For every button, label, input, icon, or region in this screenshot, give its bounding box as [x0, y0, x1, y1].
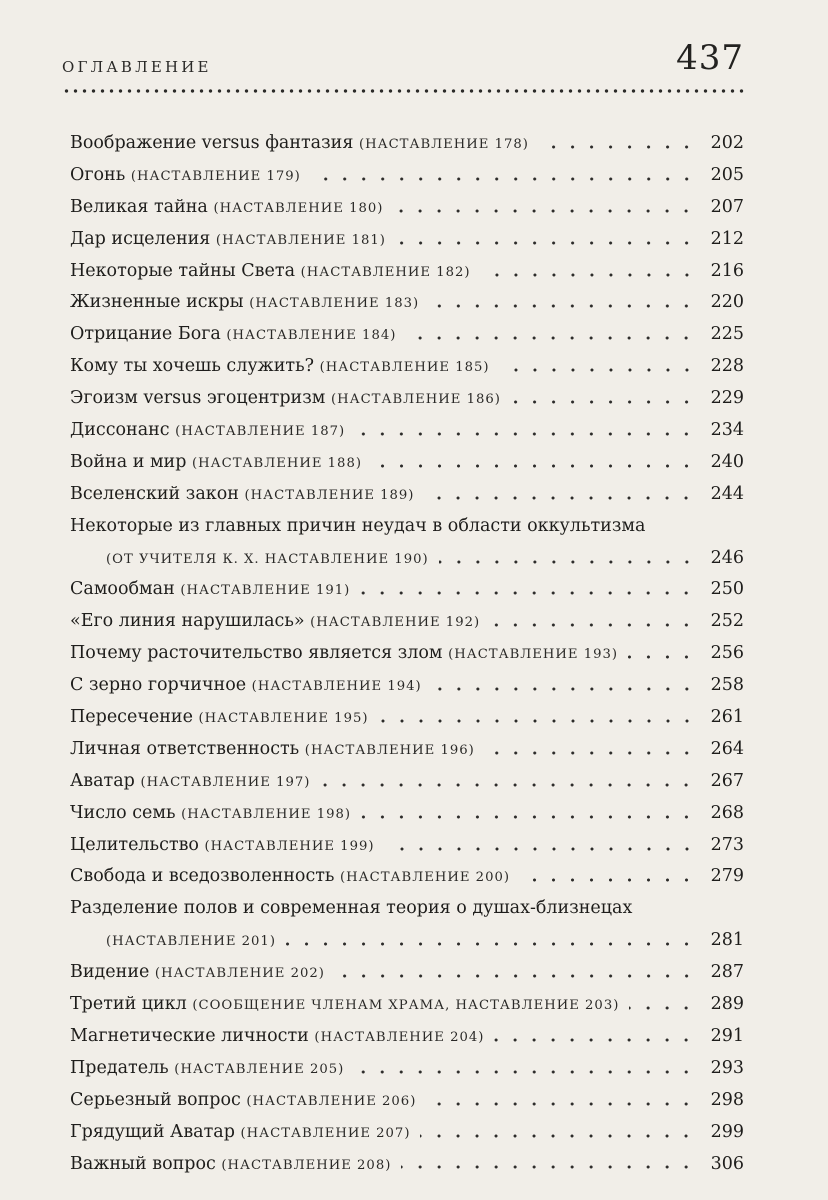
toc-entry-note: (НАСТАВЛЕНИЕ 202): [154, 966, 325, 982]
toc-entry-note: (НАСТАВЛЕНИЕ 186): [330, 392, 501, 408]
toc-entry-title: Некоторые из главных причин неудач в области оккультизма: [70, 515, 646, 536]
toc-entry-note: (НАСТАВЛЕНИЕ 191): [180, 583, 351, 599]
toc-entry-page: 207: [710, 196, 744, 217]
toc-entry-title: Воображение versus фантазия (НАСТАВЛЕНИЕ 178): [70, 133, 529, 153]
toc-entry-title: «Его линия нарушилась» (НАСТАВЛЕНИЕ 192): [70, 611, 481, 632]
dot-leader: [286, 941, 696, 947]
toc-entry-title: Число семь (НАСТАВЛЕНИЕ 198): [70, 802, 352, 823]
toc-entry-page: 268: [710, 802, 744, 823]
toc-entry-note: (НАСТАВЛЕНИЕ 187): [175, 424, 346, 440]
dot-leader: [520, 877, 696, 883]
toc-entry-note: (НАСТАВЛЕНИЕ 179): [130, 168, 301, 184]
toc-entry-page: 220: [710, 292, 744, 313]
dot-leader: [311, 176, 696, 182]
dot-leader: [379, 718, 697, 724]
toc-entry: [70, 192, 744, 224]
dot-leader: [429, 303, 696, 309]
toc-entry-title: Целительство (НАСТАВЛЕНИЕ 199): [70, 834, 375, 855]
toc-entry-note: (НАСТАВЛЕНИЕ 204): [314, 1029, 485, 1045]
toc-entry-title: Аватар (НАСТАВЛЕНИЕ 197): [70, 770, 311, 791]
toc-entry: [70, 606, 744, 638]
toc-entry: [70, 670, 744, 702]
toc-entry: [70, 351, 744, 383]
toc-entry-note: (СООБЩЕНИЕ ЧЛЕНАМ ХРАМА, НАСТАВЛЕНИЕ 203): [192, 998, 620, 1014]
toc-entry-note: (НАСТАВЛЕНИЕ 198): [181, 806, 352, 822]
toc-entry-title: Некоторые тайны Света (НАСТАВЛЕНИЕ 182): [70, 260, 471, 281]
toc-entry-page: 298: [710, 1089, 744, 1110]
dot-leader: [494, 1037, 696, 1043]
toc-entry-note: (НАСТАВЛЕНИЕ 196): [304, 742, 475, 758]
toc-entry-page: 306: [710, 1153, 744, 1174]
toc-entry-note: (НАСТАВЛЕНИЕ 183): [249, 296, 420, 312]
dot-leader: [355, 431, 696, 437]
dot-leader: [335, 973, 696, 979]
toc-entry: [70, 798, 744, 830]
dot-leader: [372, 463, 696, 469]
toc-entry-page: 256: [710, 643, 744, 664]
toc-entry-note: (НАСТАВЛЕНИЕ 181): [215, 232, 386, 248]
toc-entry: [70, 766, 744, 798]
dot-leader: [426, 1101, 696, 1107]
section-title: ОГЛАВЛЕНИЕ: [62, 58, 212, 76]
toc-entry-note: (НАСТАВЛЕНИЕ 189): [244, 487, 415, 503]
dot-leader: [420, 1133, 696, 1139]
toc-entry-title: Огонь (НАСТАВЛЕНИЕ 179): [70, 164, 301, 185]
toc-entry-title: Предатель (НАСТАВЛЕНИЕ 205): [70, 1057, 345, 1078]
toc-entry-note: (НАСТАВЛЕНИЕ 207): [240, 1125, 411, 1141]
toc-entry-note: (ОТ УЧИТЕЛЯ К. Х. НАСТАВЛЕНИЕ 190): [106, 551, 429, 567]
toc-entry-note-line: [106, 543, 429, 576]
toc-entry: [70, 479, 744, 511]
dot-leader: [385, 846, 697, 852]
toc-entry-page: 216: [710, 260, 744, 281]
dot-leader: [360, 590, 696, 596]
toc-entry-page: 225: [710, 324, 744, 345]
toc-entry-title: Самообман (НАСТАВЛЕНИЕ 191): [70, 579, 351, 600]
toc-entry-note: (НАСТАВЛЕНИЕ 178): [358, 137, 529, 152]
toc-entry: [70, 415, 744, 447]
toc-entry: [70, 1117, 744, 1149]
toc-entry: [70, 1021, 744, 1053]
toc-entry-title: Магнетические личности (НАСТАВЛЕНИЕ 204): [70, 1025, 485, 1046]
toc-entry-title: Кому ты хочешь служить? (НАСТАВЛЕНИЕ 185): [70, 356, 490, 377]
toc-entry-page: 289: [710, 994, 744, 1015]
dot-leader: [393, 208, 696, 214]
toc-entry-note: (НАСТАВЛЕНИЕ 180): [213, 200, 384, 216]
toc-entry-note: (НАСТАВЛЕНИЕ 208): [221, 1157, 392, 1173]
toc-entry-title: Вселенский закон (НАСТАВЛЕНИЕ 189): [70, 483, 415, 504]
toc-entry-title: Диссонанс (НАСТАВЛЕНИЕ 187): [70, 420, 346, 441]
toc-entry-note: (НАСТАВЛЕНИЕ 182): [300, 264, 471, 280]
toc-entry-first-line: [70, 511, 744, 543]
toc-entry-page: 234: [710, 420, 744, 441]
dot-leader: [485, 750, 696, 756]
dot-leader: [539, 144, 696, 150]
dot-leader: [500, 367, 696, 373]
toc-entry: [70, 224, 744, 256]
toc-entry-title: Отрицание Бога (НАСТАВЛЕНИЕ 184): [70, 324, 397, 345]
toc-entry-page: 287: [710, 962, 744, 983]
dot-leader: [361, 814, 696, 820]
toc-entry-note: (НАСТАВЛЕНИЕ 201): [106, 934, 276, 950]
toc-entry-title: Важный вопрос (НАСТАВЛЕНИЕ 208): [70, 1153, 392, 1174]
toc-entry-first-line: [70, 893, 744, 925]
toc-entry-note: (НАСТАВЛЕНИЕ 194): [251, 679, 422, 695]
toc-entry-note: (НАСТАВЛЕНИЕ 195): [198, 711, 369, 727]
table-of-contents: [70, 128, 744, 1180]
toc-entry: [70, 734, 744, 766]
toc-entry-page: 258: [710, 675, 744, 696]
toc-entry: [70, 1053, 744, 1085]
toc-entry-page: 291: [710, 1025, 744, 1046]
toc-entry-note: (НАСТАВЛЕНИЕ 205): [174, 1061, 345, 1077]
toc-entry: [70, 160, 744, 192]
toc-entry: [70, 574, 744, 606]
running-header: [62, 38, 744, 78]
toc-entry: [70, 319, 744, 351]
dot-leader: [481, 272, 696, 278]
toc-entry-note: (НАСТАВЛЕНИЕ 206): [246, 1093, 417, 1109]
toc-entry-title: Великая тайна (НАСТАВЛЕНИЕ 180): [70, 196, 384, 217]
toc-entry-page: 244: [710, 483, 744, 504]
toc-entry-title: Эгоизм versus эгоцентризм (НАСТАВЛЕНИЕ 186): [70, 388, 501, 409]
toc-entry-continuation: [70, 543, 744, 575]
toc-entry-page: 212: [710, 228, 744, 249]
toc-entry-note: (НАСТАВЛЕНИЕ 188): [192, 455, 362, 471]
dot-leader: [511, 399, 696, 405]
toc-entry-title: С зерно горчичное (НАСТАВЛЕНИЕ 194): [70, 675, 422, 696]
toc-entry-title: Личная ответственность (НАСТАВЛЕНИЕ 196): [70, 738, 475, 759]
toc-entry: [70, 957, 744, 989]
toc-entry-page: 267: [710, 770, 744, 791]
toc-entry-title: Жизненные искры (НАСТАВЛЕНИЕ 183): [70, 292, 420, 313]
toc-entry-page: 293: [710, 1057, 744, 1078]
dot-leader: [401, 1164, 696, 1170]
dot-leader: [406, 335, 696, 341]
toc-entry-note: (НАСТАВЛЕНИЕ 185): [319, 360, 490, 376]
toc-entry-note: (НАСТАВЛЕНИЕ 200): [340, 870, 510, 886]
toc-entry: [70, 383, 744, 415]
toc-entry: [70, 830, 744, 862]
toc-entry-page: 299: [710, 1121, 744, 1142]
toc-entry-title: Дар исцеления (НАСТАВЛЕНИЕ 181): [70, 228, 386, 249]
dot-leader: [320, 782, 696, 788]
toc-entry: [70, 702, 744, 734]
toc-entry: [70, 256, 744, 288]
toc-entry: [70, 128, 744, 160]
toc-entry: [70, 287, 744, 319]
toc-entry-page: 228: [710, 356, 744, 377]
dot-leader: [490, 622, 696, 628]
toc-entry-note: (НАСТАВЛЕНИЕ 197): [140, 774, 311, 790]
dot-leader: [432, 686, 696, 692]
page-number: 437: [676, 38, 744, 78]
toc-entry-title: Почему расточительство является злом (НАСТАВЛЕНИЕ 193): [70, 643, 619, 664]
toc-entry-page: 246: [710, 547, 744, 568]
toc-entry-page: 281: [710, 930, 744, 951]
toc-entry-note-line: [106, 925, 276, 958]
toc-entry: [70, 447, 744, 479]
toc-entry-title: Разделение полов и современная теория о душах-близнецах: [70, 898, 633, 919]
toc-entry-page: 202: [710, 133, 744, 153]
toc-entry: [70, 1149, 744, 1181]
toc-entry-page: 273: [710, 834, 744, 855]
toc-entry-title: Видение (НАСТАВЛЕНИЕ 202): [70, 962, 325, 983]
toc-entry-page: 279: [710, 866, 744, 887]
dot-leader: [628, 654, 696, 660]
toc-entry-page: 261: [710, 707, 744, 728]
dot-leader: [424, 495, 696, 501]
dot-leader: [396, 240, 696, 246]
toc-entry-title: Грядущий Аватар (НАСТАВЛЕНИЕ 207): [70, 1121, 411, 1142]
toc-entry-continuation: [70, 925, 744, 957]
toc-entry-title: Серьезный вопрос (НАСТАВЛЕНИЕ 206): [70, 1089, 417, 1110]
toc-entry-page: 264: [710, 738, 744, 759]
toc-entry-page: 229: [710, 388, 744, 409]
toc-entry-note: (НАСТАВЛЕНИЕ 192): [310, 615, 481, 631]
toc-entry-title: Пересечение (НАСТАВЛЕНИЕ 195): [70, 707, 369, 728]
toc-entry: [70, 638, 744, 670]
toc-entry: [70, 989, 744, 1021]
toc-entry-title: Свобода и вседозволенность (НАСТАВЛЕНИЕ 200): [70, 866, 510, 887]
toc-entry-page: 250: [710, 579, 744, 600]
toc-entry-note: (НАСТАВЛЕНИЕ 193): [448, 647, 619, 663]
toc-entry-title: Война и мир (НАСТАВЛЕНИЕ 188): [70, 451, 362, 472]
dot-leader: [354, 1069, 696, 1075]
toc-entry-page: 252: [710, 611, 744, 632]
header-dotted-rule: [62, 88, 744, 94]
toc-entry-note: (НАСТАВЛЕНИЕ 184): [226, 328, 397, 344]
toc-entry-note: (НАСТАВЛЕНИЕ 199): [204, 838, 375, 854]
toc-entry: [70, 861, 744, 893]
dot-leader: [629, 1005, 696, 1011]
toc-entry-page: 240: [710, 451, 744, 472]
toc-entry-title: Третий цикл (СООБЩЕНИЕ ЧЛЕНАМ ХРАМА, НАСТАВЛЕНИЕ 203): [70, 994, 620, 1015]
dot-leader: [439, 559, 696, 565]
toc-entry-page: 205: [710, 164, 744, 185]
toc-entry: [70, 1085, 744, 1117]
